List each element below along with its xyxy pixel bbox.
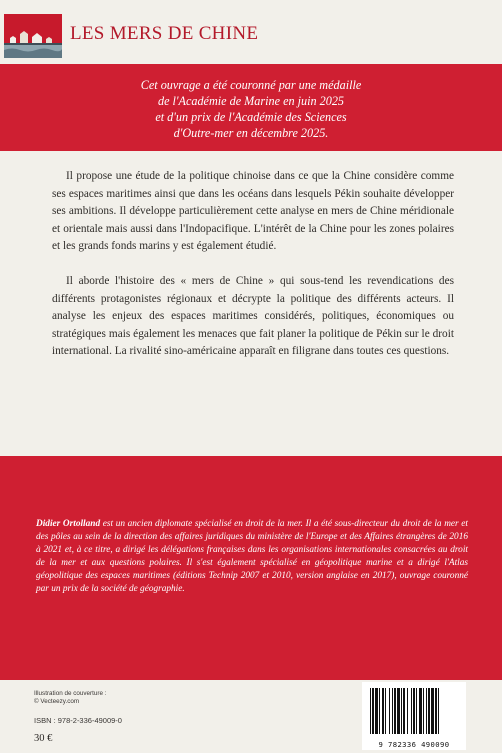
award-banner xyxy=(0,64,502,151)
award-line: de l'Académie de Marine en juin 2025 xyxy=(157,93,345,108)
award-line: et d'un prix de l'Académie des Sciences xyxy=(155,109,347,124)
credits-line: © Vecteezy.com xyxy=(34,698,80,705)
series-title: LES MERS DE CHINE xyxy=(70,23,259,44)
author-bio-text: est un ancien diplomate spécialisé en droit de la mer. Il a été sous-directeur du droit de la mer et des pôles au sein de la direction des affaires juridiques du ministère de l'Europe et des Affaires étrangères de 2016 à 2021 et, à ce titre, a dirigé les délégations françaises dans les organisations internationales consacrées au droit de la mer et aux questions polaires. Il s'est également spécialisé en géopolitique marine et a dirigé l'Atlas géopolitique des espaces maritimes (éditions Technip 2007 et 2010, version anglaise en 2017), ouvrage couronné par un prix de la société de géographie. xyxy=(36,519,469,594)
author-name: Didier Ortolland xyxy=(36,519,101,529)
award-line: d'Outre-mer en décembre 2025. xyxy=(173,125,329,140)
author-block xyxy=(0,456,502,680)
award-line: Cet ouvrage a été couronné par une médaille xyxy=(140,77,362,92)
barcode-number: 9 782336 490090 xyxy=(378,740,450,749)
summary-paragraph: Il propose une étude de la politique chinoise dans ce que la Chine considère comme ses espaces maritimes ainsi que dans les océans dans lesquels Pékin souhaite développer ses ambitions. Il développe particulièrement cette analyse en mers de Chine méridionale et orientale mais aussi dans l'Indopacifique. L'intérêt de la Chine pour les zones polaires et les grands fonds marins y est également étudié. xyxy=(52,170,454,253)
summary-text xyxy=(52,168,454,378)
author-bio xyxy=(36,518,468,595)
barcode xyxy=(362,682,466,750)
harbor-scene-logo-icon xyxy=(4,14,62,58)
series-header xyxy=(0,10,502,58)
price: 30 € xyxy=(34,733,53,744)
credits-line: Illustration de couverture : xyxy=(34,690,107,697)
cover-credits xyxy=(34,690,106,706)
isbn: ISBN : 978-2-336-49009-0 xyxy=(34,716,122,725)
summary-paragraph: Il aborde l'histoire des « mers de Chine » qui sous-tend les revendications des différents protagonistes régionaux et décrypte la politique des différents acteurs. Il analyse les enjeux des espaces maritimes considérés, politiques, économiques ou stratégiques mais également les menaces que fait planer la politique de Pékin sur le droit international. La rivalité sino-américaine apparaît en filigrane dans toutes ces questions. xyxy=(52,274,454,358)
barcode-bars-icon xyxy=(362,682,466,740)
